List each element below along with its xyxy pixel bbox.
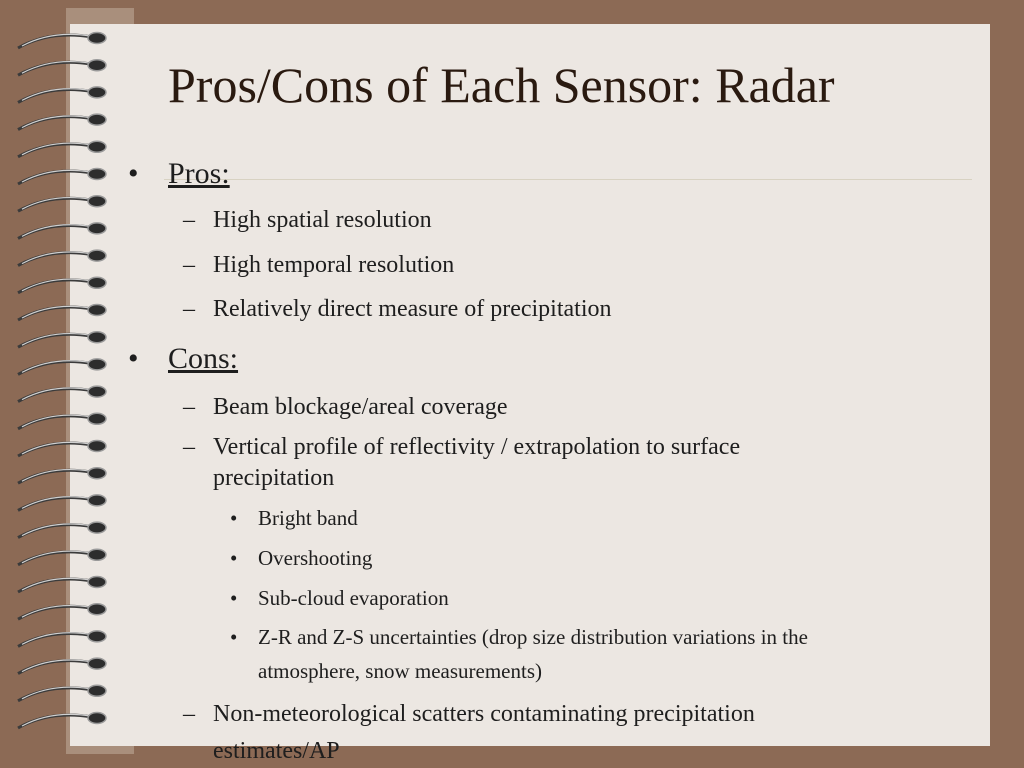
- coil-hole: [88, 441, 106, 452]
- coil-hole: [88, 332, 106, 343]
- coil-wire: [18, 416, 92, 429]
- coil-wire: [18, 62, 92, 75]
- coil-wire: [18, 525, 92, 538]
- coil-hole: [88, 549, 106, 560]
- cons-sub-item: Z-R and Z-S uncertainties (drop size distribution variations in the: [258, 625, 808, 649]
- slide-title: Pros/Cons of Each Sensor: Radar: [168, 57, 835, 113]
- coil-hole: [88, 631, 106, 642]
- dash-cons-2: –: [183, 434, 195, 460]
- cons-item-continued: estimates/AP: [213, 738, 340, 764]
- coil-hole: [88, 495, 106, 506]
- coil-hole: [88, 196, 106, 207]
- dash-pros-2: –: [183, 252, 195, 278]
- pros-item: Relatively direct measure of precipitation: [213, 296, 612, 322]
- dash-pros-1: –: [183, 207, 195, 233]
- coil-wire: [18, 552, 92, 565]
- sub-bullet-4: •: [230, 625, 238, 649]
- coil-hole: [88, 305, 106, 316]
- coil-wire: [18, 144, 92, 157]
- coil-wire: [18, 361, 92, 374]
- coil-hole: [88, 577, 106, 588]
- coil-hole: [88, 713, 106, 724]
- pros-item: High temporal resolution: [213, 252, 455, 278]
- coil-wire: [18, 633, 92, 646]
- coil-hole: [88, 685, 106, 696]
- dash-pros-3: –: [183, 296, 195, 322]
- coil-wire: [18, 470, 92, 483]
- coil-wire: [18, 253, 92, 266]
- coil-hole: [88, 359, 106, 370]
- coil-wire: [18, 307, 92, 320]
- coil-wire: [18, 198, 92, 211]
- cons-item: Beam blockage/areal coverage: [213, 394, 508, 420]
- coil-hole: [88, 604, 106, 615]
- coil-wire: [18, 497, 92, 510]
- coil-wire: [18, 117, 92, 130]
- coil-wire: [18, 715, 92, 728]
- cons-heading: Cons:: [168, 342, 239, 375]
- coil-hole: [88, 223, 106, 234]
- coil-hole: [88, 141, 106, 152]
- cons-item-continued: precipitation: [213, 465, 335, 491]
- dash-cons-3: –: [183, 701, 195, 727]
- cons-sub-item: Bright band: [258, 506, 358, 530]
- pros-item: High spatial resolution: [213, 207, 432, 233]
- coil-wire: [18, 443, 92, 456]
- coil-hole: [88, 33, 106, 44]
- coil-wire: [18, 280, 92, 293]
- sub-bullet-1: •: [230, 506, 238, 530]
- coil-wire: [18, 89, 92, 102]
- coil-wire: [18, 661, 92, 674]
- coil-wire: [18, 688, 92, 701]
- coil-wire: [18, 606, 92, 619]
- coil-hole: [88, 60, 106, 71]
- coil-hole: [88, 250, 106, 261]
- coil-wire: [18, 35, 92, 48]
- cons-item: Non-meteorological scatters contaminating precipitation: [213, 701, 755, 727]
- bullet-pros: •: [128, 157, 139, 190]
- coil-hole: [88, 522, 106, 533]
- coil-wire: [18, 171, 92, 184]
- title-divider: [164, 179, 972, 180]
- coil-wire: [18, 334, 92, 347]
- coil-hole: [88, 413, 106, 424]
- coil-hole: [88, 169, 106, 180]
- cons-item: Vertical profile of reflectivity / extrapolation to surface: [213, 434, 741, 460]
- coil-hole: [88, 277, 106, 288]
- cons-sub-item-continued: atmosphere, snow measurements): [258, 659, 543, 683]
- cons-sub-item: Sub-cloud evaporation: [258, 586, 449, 610]
- coil-hole: [88, 386, 106, 397]
- sub-bullet-2: •: [230, 546, 238, 570]
- coil-hole: [88, 87, 106, 98]
- coil-wire: [18, 579, 92, 592]
- pros-heading: Pros:: [168, 157, 230, 190]
- dash-cons-1: –: [183, 394, 195, 420]
- coil-hole: [88, 658, 106, 669]
- coil-hole: [88, 468, 106, 479]
- sub-bullet-3: •: [230, 586, 238, 610]
- coil-hole: [88, 114, 106, 125]
- coil-wire: [18, 389, 92, 402]
- cons-sub-item: Overshooting: [258, 546, 373, 570]
- bullet-cons: •: [128, 342, 139, 375]
- coil-wire: [18, 225, 92, 238]
- spiral-binding-icon: [0, 0, 130, 768]
